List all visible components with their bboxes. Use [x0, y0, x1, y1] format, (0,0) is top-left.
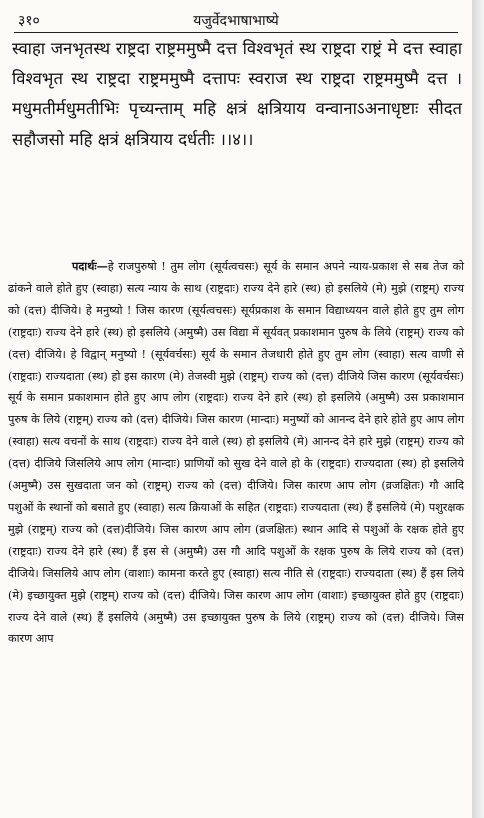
page-number: ३१०	[18, 13, 40, 29]
mantra-verse: स्वाहा जनभृतस्थ राष्ट्रदा राष्ट्रममुष्मै दत्त विश्वभृतं स्थ राष्ट्रदा राष्ट्रं मे दत्त स्वाहा विश्वभृत स्थ राष्ट्रदा राष्ट्रममुष्मै दत्तापः स्वराज स्थ राष्ट्रदा राष्ट्रममुष्मै दत्त । मधुमतीर्मधुमतीभिः पृच्यन्ताम् महि क्षत्रं क्षत्रियाय वन्वानाऽअनाधृष्टाः सीदत सहौजसो महि क्षत्रं क्षत्रियाय दर्धतीः ।।४।।	[12, 39, 462, 149]
commentary-text: हे राजपुरुषो ! तुम लोग (सूर्यत्वचसः) सूर्य के समान अपने न्याय-प्रकाश से सब तेज को ढांकने वाले होते हुए (स्वाहा) सत्य न्याय के साथ (राष्ट्रदाः) राज्य देने हारे (स्थ) हो इसलिये (मे) मुझे (राष्ट्रम्) राज्य को (दत्त) दीजिये। हे मनुष्यो ! जिस कारण (सूर्यत्वचसः) सूर्यप्रकाश के समान विद्याध्ययन वाले होते हुए तुम लोग (राष्ट्रदाः) राज्य देने हारे (स्थ) हो इसलिये (अमुष्मै) उस विद्या में सूर्यवत् प्रकाशमान पुरुष के लिये (राष्ट्रम्) राज्य को (दत्त) दीजिये। हे विद्वान् मनुष्यो ! (सूर्यवर्चसः) सूर्य के समान तेजधारी होते हुए तुम लोग (स्वाहा) सत्य वाणी से (राष्ट्रदाः) राज्यदाता (स्थ) हो इस कारण (मे) तेजस्वी मुझे (राष्ट्रम्) राज्य को (दत्त) दीजिये जिस कारण (सूर्यवर्चसः) सूर्य के समान प्रकाशमान होते हुए आप लोग (राष्ट्रदाः) राज्य देने हारे (स्थ) हो इसलिये (अमुष्मै) उस प्रकाशमान पुरुष के लिये (राष्ट्रम्) राज्य को (दत्त) दीजिये। जिस कारण (मान्दाः) मनुष्यों को आनन्द देने हारे होते हुए आप लोग (स्वाहा) सत्य वचनों के साथ (राष्ट्रदाः) राज्य देने वाले (स्थ) हो इसलिये (मे) आनन्द देने हारे मुझे (राष्ट्रम्) राज्य को (दत्त) दीजिये जिसलिये आप लोग (मान्दाः) प्राणियों को सुख देने वाले हो के (राष्ट्रदाः) राज्यदाता (स्थ) हो इसलिये (अमुष्मै) उस सुखदाता जन को (राष्ट्रम्) राज्य को (दत्त) दीजिये। जिस कारण आप लोग (व्रजक्षितः) गौ आदि पशुओं के स्थानों को बसाते हुए (स्वाहा) सत्य क्रियाओं के सहित (राष्ट्रदाः) राज्यदाता (स्थ) हैं इसलिये (मे) पशुरक्षक मुझे (राष्ट्रम्) राज्य को (दत्त)दीजिये। जिस कारण आप लोग (व्रजक्षितः) स्थान आदि से पशुओं के रक्षक होते हुए (राष्ट्रदाः) राज्य देने हारे (स्थ) हैं इस से (अमुष्मै) उस गौ आदि पशुओं के रक्षक पुरुष के लिये राज्य को (दत्त) दीजिये। जिसलिये आप लोग (वाशाः) कामना करते हुए (स्वाहा) सत्य नीति से (राष्ट्रदाः) राज्यदाता (स्थ) हैं इस लिये (मे) इच्छायुक्त मुझे (राष्ट्रम्) राज्य को (दत्त) दीजिये। जिस कारण आप लोग (वाशाः) इच्छायुक्त होते हुए (राष्ट्रदाः) राज्य देने वाले (स्थ) हैं इसलिये (अमुष्मै) उस इच्छायुक्त पुरुष के लिये (राष्ट्रम्) राज्य को (दत्त) दीजिये। जिस कारण आप	[8, 260, 464, 646]
commentary-lead: पदार्थः—	[72, 259, 108, 273]
running-head: यजुर्वेदभाषाभाष्ये	[193, 13, 279, 29]
padartha-commentary	[8, 256, 464, 650]
page-header	[14, 8, 458, 33]
page-edge-shadow	[472, 0, 484, 818]
